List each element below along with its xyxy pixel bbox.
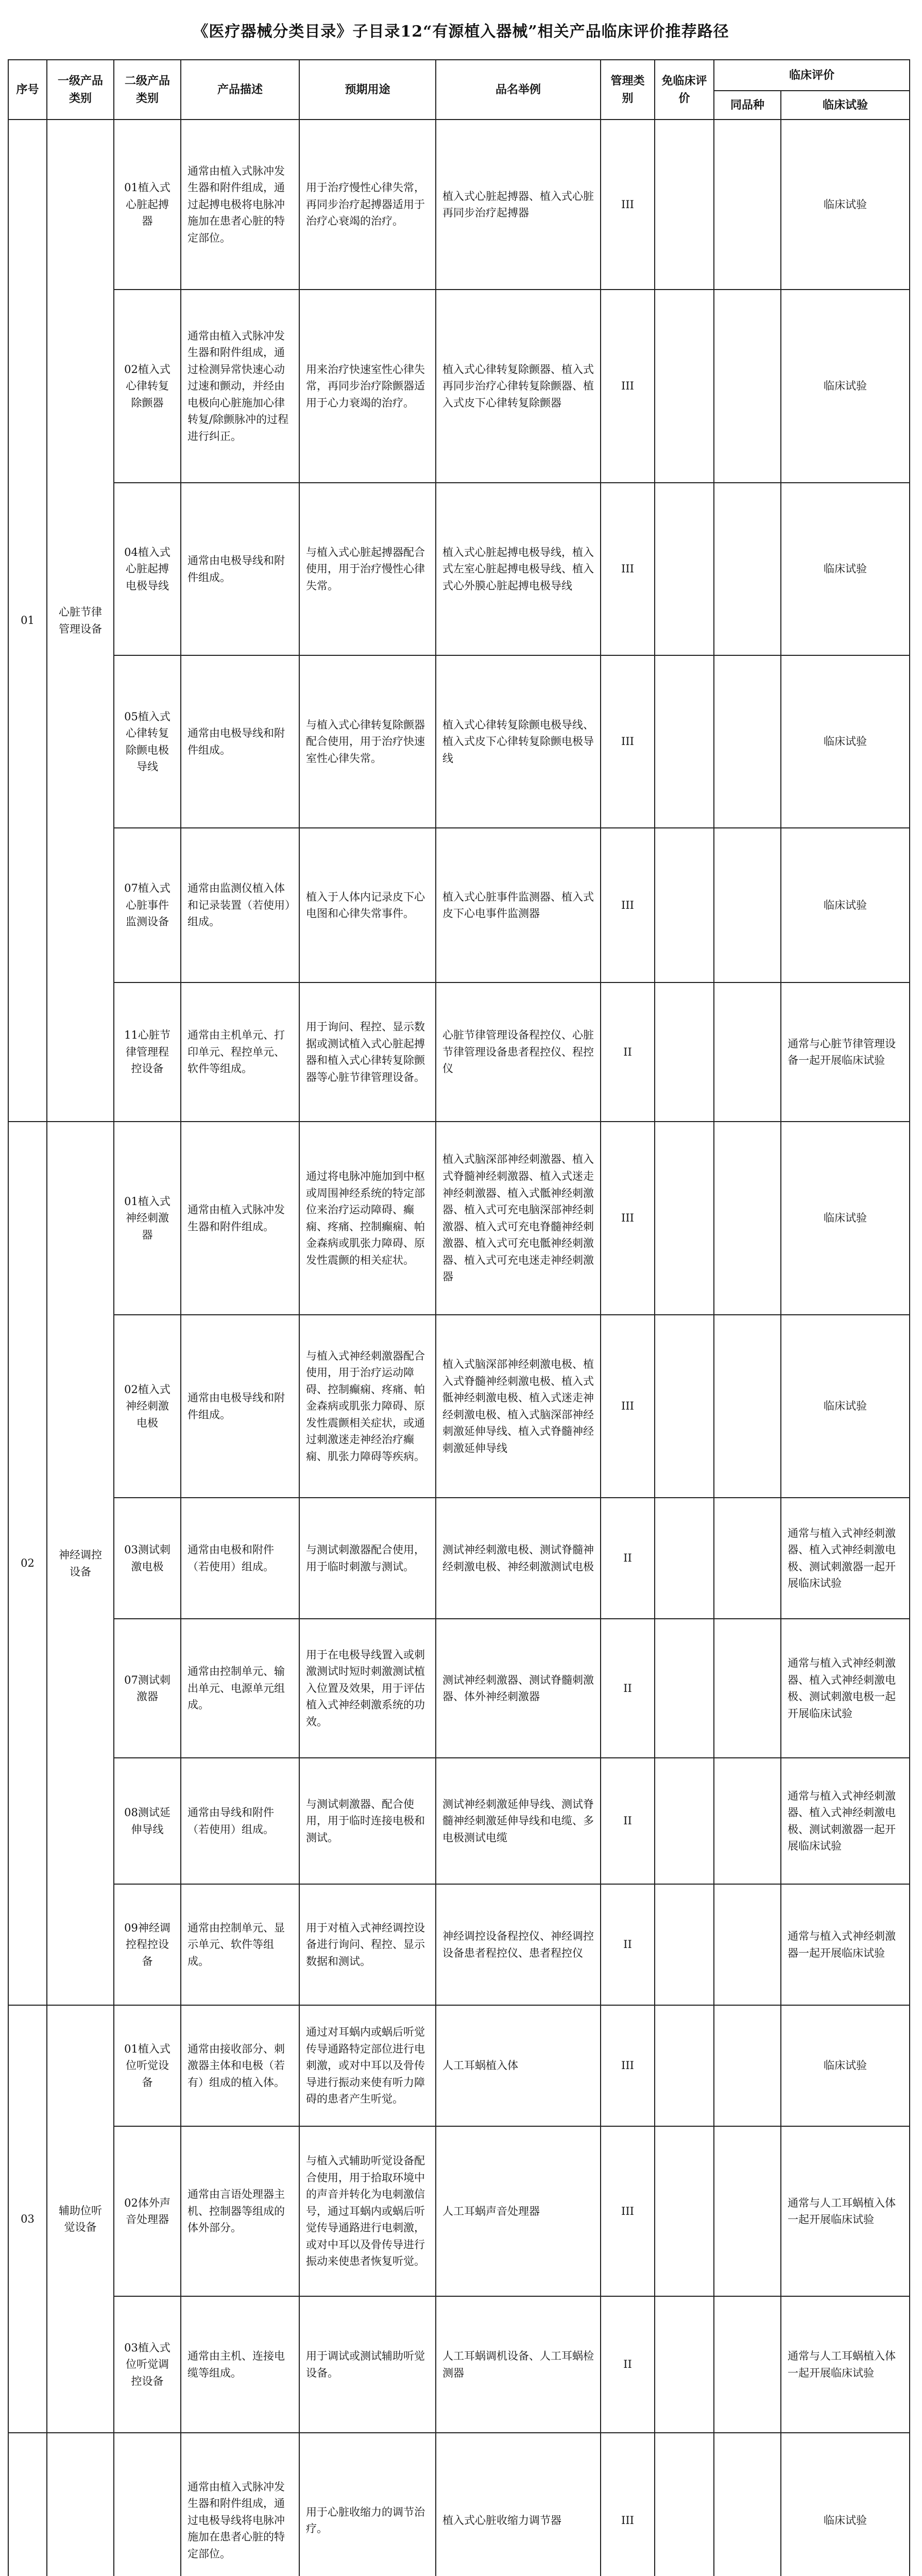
product-description: 通常由植入式脉冲发生器和附件组成，通过电极导线将电脉冲施加在患者心脏的特定部位。: [181, 2433, 299, 2576]
management-class: III: [601, 2005, 655, 2126]
table-row: [8, 2126, 910, 2296]
header-exempt: 免临床评价: [655, 60, 714, 120]
management-class: II: [601, 982, 655, 1122]
same-product-cell: [714, 2433, 781, 2576]
clinical-trial-cell: 临床试验: [781, 2005, 910, 2126]
product-examples: 植入式心脏事件监测器、植入式皮下心电事件监测器: [436, 828, 601, 982]
management-class: III: [601, 290, 655, 483]
table-row: [8, 2296, 910, 2433]
clinical-trial-cell: 临床试验: [781, 828, 910, 982]
category-level2: 05植入式心律转复除颤电极导线: [114, 655, 181, 828]
category-level2: 03测试刺激电极: [114, 1498, 181, 1619]
table-row: [8, 828, 910, 982]
product-description: 通常由电极导线和附件组成。: [181, 1315, 299, 1498]
exemption-cell: [655, 1758, 714, 1884]
product-examples: 测试神经刺激电极、测试脊髓神经刺激电极、神经刺激测试电极: [436, 1498, 601, 1619]
product-description: 通常由导线和附件（若使用）组成。: [181, 1758, 299, 1884]
header-seq: 序号: [8, 60, 47, 120]
section-number: 01: [8, 120, 47, 1122]
intended-use: 通过对耳蜗内或蜗后听觉传导通路特定部位进行电刺激，或对中耳以及骨传导进行振动来使有听力障碍的患者产生听觉。: [299, 2005, 436, 2126]
exemption-cell: [655, 1619, 714, 1758]
exemption-cell: [655, 1315, 714, 1498]
clinical-trial-cell: 临床试验: [781, 120, 910, 290]
management-class: II: [601, 1884, 655, 2005]
table-row: [8, 1758, 910, 1884]
same-product-cell: [714, 1498, 781, 1619]
category-level2: 01植入式神经刺激器: [114, 1122, 181, 1315]
section-number: 02: [8, 1122, 47, 2005]
category-level2: 04植入式心脏起搏电极导线: [114, 483, 181, 655]
same-product-cell: [714, 2126, 781, 2296]
exemption-cell: [655, 2126, 714, 2296]
intended-use: 与植入式心律转复除颤器配合使用，用于治疗快速室性心律失常。: [299, 655, 436, 828]
product-description: 通常由电极导线和附件组成。: [181, 483, 299, 655]
clinical-trial-cell: 临床试验: [781, 655, 910, 828]
category-level1: 神经调控设备: [47, 1122, 114, 2005]
product-description: 通常由接收部分、刺激器主体和电极（若有）组成的植入体。: [181, 2005, 299, 2126]
management-class: II: [601, 1619, 655, 1758]
exemption-cell: [655, 290, 714, 483]
product-examples: 神经调控设备程控仪、神经调控设备患者程控仪、患者程控仪: [436, 1884, 601, 2005]
management-class: III: [601, 2433, 655, 2576]
table-row: [8, 483, 910, 655]
category-level2: 01植入式位听觉设备: [114, 2005, 181, 2126]
same-product-cell: [714, 290, 781, 483]
intended-use: 通过将电脉冲施加到中枢或周围神经系统的特定部位来治疗运动障碍、癫痫、疼痛、控制癫痫、帕金森病或肌张力障碍、原发性震颤的相关症状。: [299, 1122, 436, 1315]
intended-use: 用于心脏收缩力的调节治疗。: [299, 2433, 436, 2576]
category-level1: [47, 2433, 114, 2576]
exemption-cell: [655, 828, 714, 982]
same-product-cell: [714, 120, 781, 290]
category-level2: 03植入式位听觉调控设备: [114, 2296, 181, 2433]
table-row: [8, 982, 910, 1122]
intended-use: 与测试刺激器、配合使用，用于临时连接电极和测试。: [299, 1758, 436, 1884]
intended-use: 用于在电极导线置入或刺激测试时短时刺激测试植入位置及效果，用于评估植入式神经刺激系统的功效。: [299, 1619, 436, 1758]
clinical-trial-cell: 通常与植入式神经刺激器、植入式神经刺激电极、测试刺激器一起开展临床试验: [781, 1498, 910, 1619]
header-use: 预期用途: [299, 60, 436, 120]
product-description: 通常由电极导线和附件组成。: [181, 655, 299, 828]
header-eval: 临床评价: [714, 60, 910, 91]
table-body: [8, 120, 910, 2576]
table-row: [8, 1122, 910, 1315]
intended-use: 用于调试或测试辅助听觉设备。: [299, 2296, 436, 2433]
table-row: [8, 655, 910, 828]
header-mgmt: 管理类别: [601, 60, 655, 120]
category-level2: 07测试刺激器: [114, 1619, 181, 1758]
page-title: 《医疗器械分类目录》子目录12“有源植入器械”相关产品临床评价推荐路径: [193, 22, 729, 41]
header-examples: 品名举例: [436, 60, 601, 120]
same-product-cell: [714, 1884, 781, 2005]
same-product-cell: [714, 1758, 781, 1884]
header-cat1: 一级产品类别: [47, 60, 114, 120]
management-class: II: [601, 2296, 655, 2433]
clinical-trial-cell: 通常与植入式神经刺激器、植入式神经刺激电极、测试刺激电极一起开展临床试验: [781, 1619, 910, 1758]
category-level2: 09神经调控程控设备: [114, 1884, 181, 2005]
product-examples: 植入式心脏起搏器、植入式心脏再同步治疗起搏器: [436, 120, 601, 290]
management-class: III: [601, 828, 655, 982]
header-cat2: 二级产品类别: [114, 60, 181, 120]
section-number: 03: [8, 2005, 47, 2433]
product-examples: 植入式心律转复除颤器、植入式再同步治疗心律转复除颤器、植入式皮下心律转复除颤器: [436, 290, 601, 483]
same-product-cell: [714, 655, 781, 828]
clinical-trial-cell: 通常与人工耳蜗植入体一起开展临床试验: [781, 2126, 910, 2296]
product-examples: 测试神经刺激器、测试脊髓刺激器、体外神经刺激器: [436, 1619, 601, 1758]
management-class: III: [601, 1315, 655, 1498]
category-level2: 11心脏节律管理程控设备: [114, 982, 181, 1122]
table-row: [8, 2005, 910, 2126]
category-level2: [114, 2433, 181, 2576]
same-product-cell: [714, 982, 781, 1122]
exemption-cell: [655, 2433, 714, 2576]
product-description: 通常由主机单元、打印单元、程控单元、软件等组成。: [181, 982, 299, 1122]
clinical-trial-cell: 临床试验: [781, 483, 910, 655]
same-product-cell: [714, 828, 781, 982]
product-description: 通常由电极和附件（若使用）组成。: [181, 1498, 299, 1619]
header-desc: 产品描述: [181, 60, 299, 120]
product-description: 通常由监测仪植入体和记录装置（若使用）组成。: [181, 828, 299, 982]
clinical-trial-cell: 临床试验: [781, 1315, 910, 1498]
management-class: III: [601, 120, 655, 290]
product-examples: 心脏节律管理设备程控仪、心脏节律管理设备患者程控仪、程控仪: [436, 982, 601, 1122]
management-class: III: [601, 655, 655, 828]
product-examples: 植入式心律转复除颤电极导线、植入式皮下心律转复除颤电极导线: [436, 655, 601, 828]
product-examples: 植入式脑深部神经刺激器、植入式脊髓神经刺激器、植入式迷走神经刺激器、植入式骶神经刺激器、植入式可充电脑深部神经刺激器、植入式可充电脊髓神经刺激器、植入式可充电骶神经刺激器、植入式可充电迷走神经刺激器: [436, 1122, 601, 1315]
exemption-cell: [655, 655, 714, 828]
table-row: [8, 290, 910, 483]
clinical-trial-cell: 通常与心脏节律管理设备一起开展临床试验: [781, 982, 910, 1122]
product-examples: 植入式脑深部神经刺激电极、植入式脊髓神经刺激电极、植入式骶神经刺激电极、植入式迷走神经刺激电极、植入式脑深部神经刺激延伸导线、植入式脊髓神经刺激延伸导线: [436, 1315, 601, 1498]
category-level2: 07植入式心脏事件监测设备: [114, 828, 181, 982]
product-description: 通常由控制单元、输出单元、电源单元组成。: [181, 1619, 299, 1758]
clinical-trial-cell: 通常与植入式神经刺激器、植入式神经刺激电极、测试刺激器一起开展临床试验: [781, 1758, 910, 1884]
category-level2: 02植入式心律转复除颤器: [114, 290, 181, 483]
clinical-trial-cell: 通常与植入式神经刺激器一起开展临床试验: [781, 1884, 910, 2005]
same-product-cell: [714, 483, 781, 655]
section-number: [8, 2433, 47, 2576]
intended-use: 与植入式神经刺激器配合使用，用于治疗运动障碍、控制癫痫、疼痛、帕金森病或肌张力障碍、原发性震颤相关症状，或通过刺激迷走神经治疗癫痫、肌张力障碍等疾病。: [299, 1315, 436, 1498]
category-level2: 02体外声音处理器: [114, 2126, 181, 2296]
same-product-cell: [714, 2005, 781, 2126]
product-description: 通常由言语处理器主机、控制器等组成的体外部分。: [181, 2126, 299, 2296]
intended-use: 用来治疗快速室性心律失常，再同步治疗除颤器适用于心力衰竭的治疗。: [299, 290, 436, 483]
table-row: [8, 1619, 910, 1758]
header-trial: 临床试验: [781, 91, 910, 120]
table-row: [8, 1315, 910, 1498]
management-class: III: [601, 1122, 655, 1315]
same-product-cell: [714, 1315, 781, 1498]
intended-use: 与测试刺激器配合使用，用于临时刺激与测试。: [299, 1498, 436, 1619]
table-row: [8, 1498, 910, 1619]
category-level2: 02植入式神经刺激电极: [114, 1315, 181, 1498]
management-class: III: [601, 2126, 655, 2296]
exemption-cell: [655, 982, 714, 1122]
exemption-cell: [655, 2296, 714, 2433]
product-examples: 植入式心脏起搏电极导线，植入式左室心脏起搏电极导线、植入式心外膜心脏起搏电极导线: [436, 483, 601, 655]
product-description: 通常由植入式脉冲发生器和附件组成，通过起搏电极将电脉冲施加在患者心脏的特定部位。: [181, 120, 299, 290]
table-row: [8, 120, 910, 290]
same-product-cell: [714, 1122, 781, 1315]
management-class: II: [601, 1498, 655, 1619]
product-examples: 植入式心脏收缩力调节器: [436, 2433, 601, 2576]
product-examples: 人工耳蜗调机设备、人工耳蜗检测器: [436, 2296, 601, 2433]
header-same: 同品种: [714, 91, 781, 120]
clinical-trial-cell: 临床试验: [781, 1122, 910, 1315]
intended-use: 用于对植入式神经调控设备进行询问、程控、显示数据和测试。: [299, 1884, 436, 2005]
clinical-trial-cell: 临床试验: [781, 290, 910, 483]
category-level1: 心脏节律管理设备: [47, 120, 114, 1122]
category-level2: 08测试延伸导线: [114, 1758, 181, 1884]
product-description: 通常由控制单元、显示单元、软件等组成。: [181, 1884, 299, 2005]
intended-use: 植入于人体内记录皮下心电图和心律失常事件。: [299, 828, 436, 982]
same-product-cell: [714, 2296, 781, 2433]
exemption-cell: [655, 2005, 714, 2126]
product-examples: 人工耳蜗植入体: [436, 2005, 601, 2126]
same-product-cell: [714, 1619, 781, 1758]
table-row: [8, 2433, 910, 2576]
exemption-cell: [655, 1498, 714, 1619]
exemption-cell: [655, 483, 714, 655]
table-row: [8, 1884, 910, 2005]
product-description: 通常由主机、连接电缆等组成。: [181, 2296, 299, 2433]
intended-use: 用于治疗慢性心律失常，再同步治疗起搏器适用于治疗心衰竭的治疗。: [299, 120, 436, 290]
exemption-cell: [655, 1122, 714, 1315]
category-level2: 01植入式心脏起搏器: [114, 120, 181, 290]
product-examples: 测试神经刺激延伸导线、测试脊髓神经刺激延伸导线和电缆、多电极测试电缆: [436, 1758, 601, 1884]
clinical-trial-cell: 临床试验: [781, 2433, 910, 2576]
category-level1: 辅助位听觉设备: [47, 2005, 114, 2433]
product-examples: 人工耳蜗声音处理器: [436, 2126, 601, 2296]
intended-use: 用于询问、程控、显示数据或测试植入式心脏起搏器和植入式心律转复除颤器等心脏节律管理设备。: [299, 982, 436, 1122]
management-class: III: [601, 483, 655, 655]
management-class: II: [601, 1758, 655, 1884]
intended-use: 与植入式心脏起搏器配合使用，用于治疗慢性心律失常。: [299, 483, 436, 655]
intended-use: 与植入式辅助听觉设备配合使用，用于拾取环境中的声音并转化为电刺激信号，通过耳蜗内或蜗后听觉传导通路进行电刺激，或对中耳以及骨传导进行振动来使患者恢复听觉。: [299, 2126, 436, 2296]
exemption-cell: [655, 1884, 714, 2005]
evaluation-table: [8, 59, 910, 2576]
exemption-cell: [655, 120, 714, 290]
clinical-trial-cell: 通常与人工耳蜗植入体一起开展临床试验: [781, 2296, 910, 2433]
product-description: 通常由植入式脉冲发生器和附件组成。: [181, 1122, 299, 1315]
product-description: 通常由植入式脉冲发生器和附件组成，通过检测异常快速心动过速和颤动，并经由电极向心脏施加心律转复/除颤脉冲的过程进行纠正。: [181, 290, 299, 483]
